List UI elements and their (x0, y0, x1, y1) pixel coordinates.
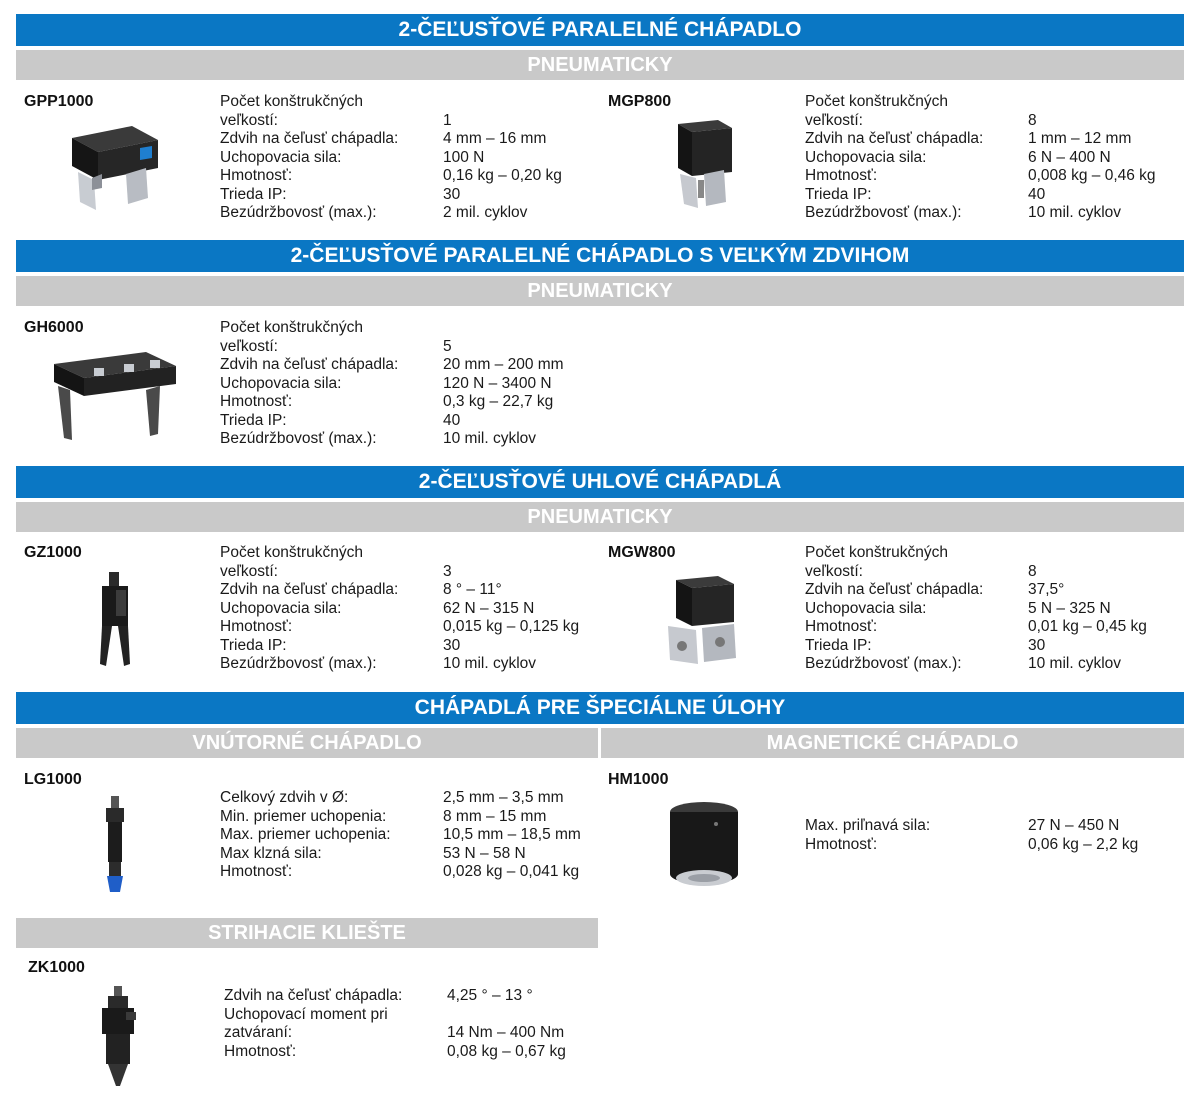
spec-value: 8 mm – 15 mm (443, 807, 547, 825)
spec-row (220, 826, 581, 845)
spec-row (220, 563, 579, 582)
spec-label: Zdvih na čeľusť chápadla: (220, 581, 399, 598)
spec-value: 4 mm – 16 mm (443, 130, 547, 147)
spec-value: 0,16 kg – 0,20 kg (443, 167, 562, 184)
lg1000-gripper-image (100, 796, 130, 898)
spec-label: Hmotnosť: (224, 1042, 297, 1060)
spec-value: 5 (443, 337, 452, 355)
spec-value: 0,028 kg – 0,041 kg (443, 863, 580, 880)
spec-value: 2,5 mm – 3,5 mm (443, 789, 564, 806)
spec-row (220, 637, 579, 656)
spec-label: Bezúdržbovosť (max.): (220, 655, 377, 672)
spec-value: 27 N – 450 N (1028, 817, 1120, 834)
section-subtitle-parallel: PNEUMATICKY (16, 50, 1184, 80)
spec-row (805, 655, 1147, 674)
section-title-long-stroke: 2-ČEĽUSŤOVÉ PARALELNÉ CHÁPADLO S VEĽKÝM ZDVIHOM (16, 240, 1184, 272)
spec-row (805, 581, 1147, 600)
spec-label: Trieda IP: (805, 185, 872, 203)
spec-label: Hmotnosť: (805, 835, 878, 853)
spec-label: veľkostí: (220, 111, 278, 129)
spec-label: Počet konštrukčných (805, 93, 949, 110)
spec-row (220, 655, 579, 674)
spec-value: 40 (443, 411, 461, 429)
spec-label: Hmotnosť: (220, 618, 293, 635)
spec-row (224, 1024, 566, 1043)
spec-row (220, 338, 564, 357)
section-title-angular: 2-ČEĽUSŤOVÉ UHLOVÉ CHÁPADLÁ (16, 466, 1184, 498)
spec-row (805, 817, 1138, 836)
spec-label: Zdvih na čeľusť chápadla: (224, 987, 403, 1004)
product-name-mgp800: MGP800 (608, 93, 672, 110)
section-title-parallel: 2-ČEĽUSŤOVÉ PARALELNÉ CHÁPADLO (16, 14, 1184, 46)
product-name-gh6000: GH6000 (24, 319, 84, 336)
spec-value: 10 mil. cyklov (1028, 655, 1122, 672)
spec-row (805, 186, 1156, 205)
spec-row (220, 130, 562, 149)
spec-value: 20 mm – 200 mm (443, 356, 564, 373)
subsection-cutting-pliers: STRIHACIE KLIEŠTE (16, 918, 598, 948)
spec-value: 10,5 mm – 18,5 mm (443, 826, 581, 843)
spec-label: Počet konštrukčných (220, 93, 364, 110)
spec-label: veľkostí: (805, 562, 863, 580)
section-subtitle-long-stroke: PNEUMATICKY (16, 276, 1184, 306)
spec-label: Hmotnosť: (220, 863, 293, 880)
spec-row (224, 987, 566, 1006)
spec-row (220, 93, 562, 112)
spec-label: Počet konštrukčných (220, 319, 364, 336)
spec-row (220, 149, 562, 168)
spec-value: 10 mil. cyklov (443, 655, 537, 672)
spec-row (805, 93, 1156, 112)
spec-row (805, 130, 1156, 149)
spec-value: 30 (443, 636, 461, 654)
spec-label: Trieda IP: (220, 185, 287, 203)
spec-row (805, 167, 1156, 186)
spec-row (805, 544, 1147, 563)
spec-value: 0,06 kg – 2,2 kg (1028, 835, 1139, 853)
subsection-magnetic-gripper: MAGNETICKÉ CHÁPADLO (601, 728, 1184, 758)
spec-label: zatváraní: (224, 1024, 293, 1041)
mgw800-gripper-image (662, 572, 742, 672)
subsection-internal-gripper: VNÚTORNÉ CHÁPADLO (16, 728, 598, 758)
product-name-lg1000: LG1000 (24, 771, 82, 788)
spec-row (805, 204, 1156, 223)
spec-row (805, 112, 1156, 131)
spec-table-mgw800 (805, 544, 1147, 674)
spec-value: 8 (1028, 111, 1037, 129)
spec-label: Max. priemer uchopenia: (220, 826, 391, 843)
spec-row (805, 836, 1138, 855)
spec-value: 1 (443, 111, 452, 129)
spec-row (220, 375, 564, 394)
spec-table-gpp1000 (220, 93, 562, 223)
section-title-special: CHÁPADLÁ PRE ŠPECIÁLNE ÚLOHY (16, 692, 1184, 724)
spec-value: 100 N (443, 148, 485, 166)
spec-label: Hmotnosť: (805, 618, 878, 635)
spec-value: 53 N – 58 N (443, 844, 526, 862)
spec-row (220, 112, 562, 131)
spec-label: Trieda IP: (220, 636, 287, 654)
spec-label: Uchopovacia sila: (220, 599, 342, 617)
spec-label: Uchopovacia sila: (805, 148, 927, 166)
spec-value: 4,25 ° – 13 ° (447, 987, 533, 1004)
spec-row (220, 319, 564, 338)
spec-label: Bezúdržbovosť (max.): (220, 204, 377, 221)
spec-label: Uchopovacia sila: (220, 148, 342, 166)
spec-table-gz1000 (220, 544, 579, 674)
spec-value: 0,3 kg – 22,7 kg (443, 393, 554, 410)
spec-value: 10 mil. cyklov (443, 430, 537, 447)
spec-label: Bezúdržbovosť (max.): (805, 204, 962, 221)
spec-label: Uchopovací moment pri (224, 1005, 388, 1023)
spec-label: veľkostí: (220, 562, 278, 580)
product-name-mgw800: MGW800 (608, 544, 676, 561)
spec-row (220, 789, 581, 808)
spec-row (220, 808, 581, 827)
spec-label: Zdvih na čeľusť chápadla: (805, 130, 984, 147)
spec-row (220, 581, 579, 600)
spec-table-lg1000 (220, 789, 581, 882)
spec-row (220, 412, 564, 431)
spec-value: 2 mil. cyklov (443, 204, 528, 221)
gh6000-gripper-image (50, 350, 180, 448)
product-name-hm1000: HM1000 (608, 771, 669, 788)
zk1000-gripper-image (96, 986, 140, 1090)
spec-row (224, 1006, 566, 1025)
spec-label: Počet konštrukčných (805, 544, 949, 561)
spec-row (220, 167, 562, 186)
spec-label: Zdvih na čeľusť chápadla: (220, 356, 399, 373)
spec-value: 6 N – 400 N (1028, 148, 1111, 166)
spec-row (220, 186, 562, 205)
spec-row (220, 618, 579, 637)
spec-label: Max klzná sila: (220, 844, 322, 862)
spec-value: 5 N – 325 N (1028, 599, 1111, 617)
spec-value: 3 (443, 562, 452, 580)
product-name-gz1000: GZ1000 (24, 544, 82, 561)
spec-value: 40 (1028, 185, 1046, 203)
spec-value: 0,08 kg – 0,67 kg (447, 1042, 566, 1060)
spec-label: Zdvih na čeľusť chápadla: (805, 581, 984, 598)
spec-label: Hmotnosť: (805, 167, 878, 184)
product-name-zk1000: ZK1000 (28, 959, 85, 976)
spec-table-mgp800 (805, 93, 1156, 223)
hm1000-gripper-image (664, 800, 744, 894)
spec-row (220, 204, 562, 223)
spec-table-zk1000 (224, 987, 566, 1061)
spec-label: veľkostí: (805, 111, 863, 129)
spec-value: 37,5° (1028, 581, 1065, 598)
spec-label: Hmotnosť: (220, 393, 293, 410)
spec-value: 120 N – 3400 N (443, 374, 552, 392)
spec-row (220, 356, 564, 375)
spec-label: Trieda IP: (805, 636, 872, 654)
spec-value: 8 (1028, 562, 1037, 580)
spec-label: Počet konštrukčných (220, 544, 364, 561)
spec-row (805, 149, 1156, 168)
spec-row (220, 845, 581, 864)
spec-label: Uchopovacia sila: (805, 599, 927, 617)
mgp800-gripper-image (668, 118, 738, 222)
spec-table-gh6000 (220, 319, 564, 449)
spec-label: Uchopovacia sila: (220, 374, 342, 392)
spec-row (220, 430, 564, 449)
spec-value: 8 ° – 11° (443, 581, 502, 598)
spec-row (805, 563, 1147, 582)
spec-label: Zdvih na čeľusť chápadla: (220, 130, 399, 147)
spec-row (220, 393, 564, 412)
spec-value: 30 (443, 185, 461, 203)
spec-label: Min. priemer uchopenia: (220, 807, 387, 825)
spec-table-hm1000 (805, 817, 1138, 854)
spec-row (224, 1043, 566, 1062)
spec-row (805, 600, 1147, 619)
spec-label: veľkostí: (220, 337, 278, 355)
spec-row (220, 600, 579, 619)
spec-value: 0,01 kg – 0,45 kg (1028, 618, 1147, 635)
spec-label: Bezúdržbovosť (max.): (220, 430, 377, 447)
spec-label: Celkový zdvih v Ø: (220, 789, 349, 806)
spec-value: 0,008 kg – 0,46 kg (1028, 167, 1156, 184)
gpp1000-gripper-image (62, 118, 162, 218)
spec-value: 0,015 kg – 0,125 kg (443, 618, 580, 635)
product-name-gpp1000: GPP1000 (24, 93, 94, 110)
spec-row (220, 863, 581, 882)
spec-label: Trieda IP: (220, 411, 287, 429)
spec-row (220, 544, 579, 563)
spec-label: Hmotnosť: (220, 167, 293, 184)
spec-value: 14 Nm – 400 Nm (447, 1024, 565, 1041)
spec-row (805, 637, 1147, 656)
spec-row (805, 618, 1147, 637)
section-subtitle-angular: PNEUMATICKY (16, 502, 1184, 532)
spec-value: 10 mil. cyklov (1028, 204, 1122, 221)
spec-label: Bezúdržbovosť (max.): (805, 655, 962, 672)
spec-label: Max. priľnavá sila: (805, 817, 931, 834)
spec-value: 62 N – 315 N (443, 599, 535, 617)
spec-value: 1 mm – 12 mm (1028, 130, 1132, 147)
gz1000-gripper-image (92, 570, 138, 670)
spec-value: 30 (1028, 636, 1046, 654)
